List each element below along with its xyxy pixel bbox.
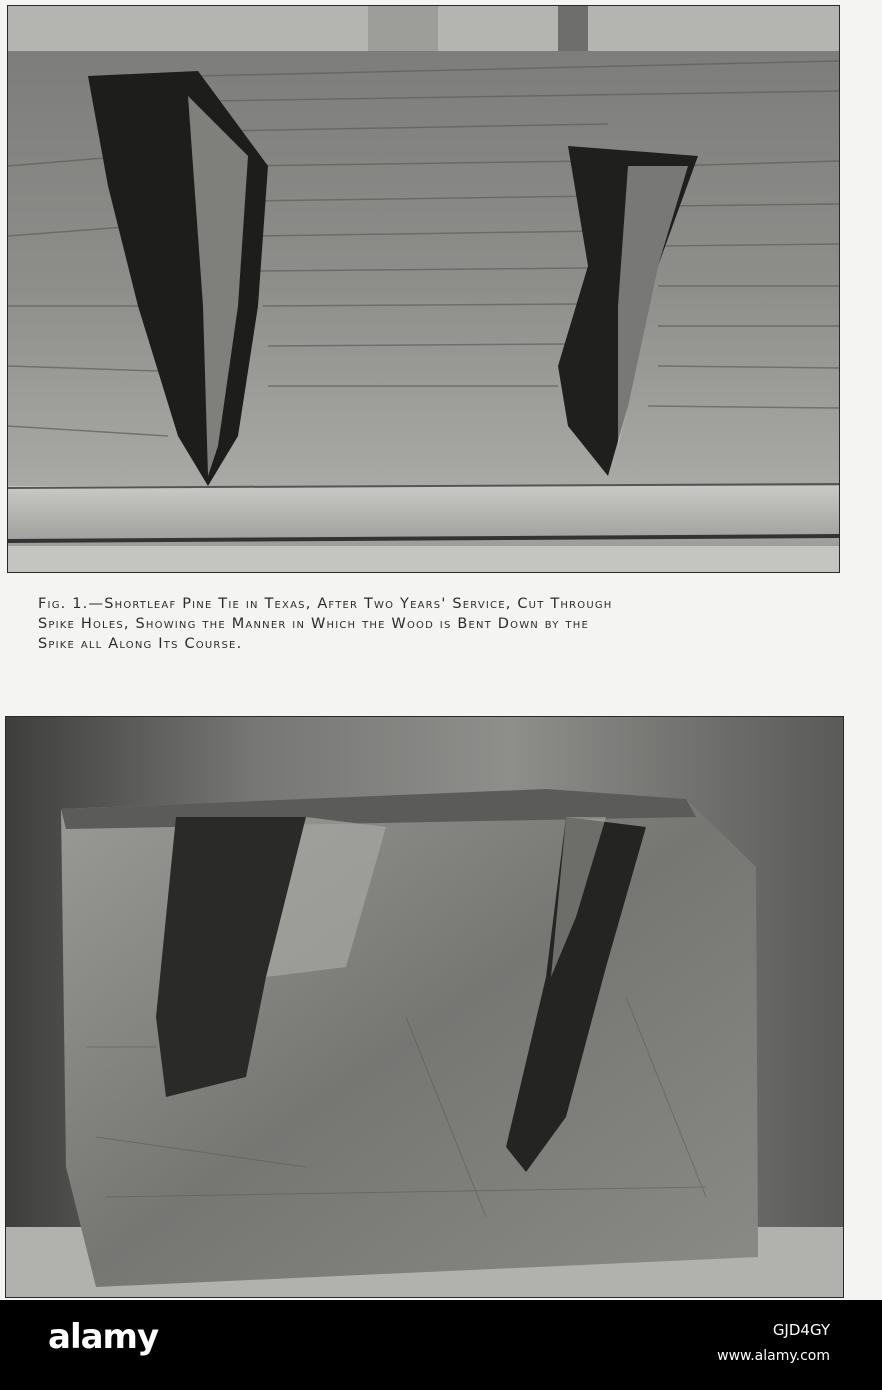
photo-tie-cross-section xyxy=(5,716,844,1298)
photo-tie-cross-section-image xyxy=(6,717,843,1297)
image-id-label: GJD4GY xyxy=(772,1321,830,1339)
photo-tie-spike-holes-image xyxy=(8,6,839,572)
figure-caption xyxy=(38,594,848,654)
site-url-label: www.alamy.com xyxy=(717,1348,830,1364)
caption-line: Spike Holes, Showing the Manner in Which the Wood is Bent Down by the xyxy=(38,616,589,632)
alamy-logo: alamy xyxy=(48,1317,159,1357)
caption-line: Spike all Along Its Course. xyxy=(38,636,243,652)
caption-line: Fig. 1.—Shortleaf Pine Tie in Texas, After Two Years' Service, Cut Through xyxy=(38,596,613,612)
photo-tie-spike-holes xyxy=(7,5,840,573)
